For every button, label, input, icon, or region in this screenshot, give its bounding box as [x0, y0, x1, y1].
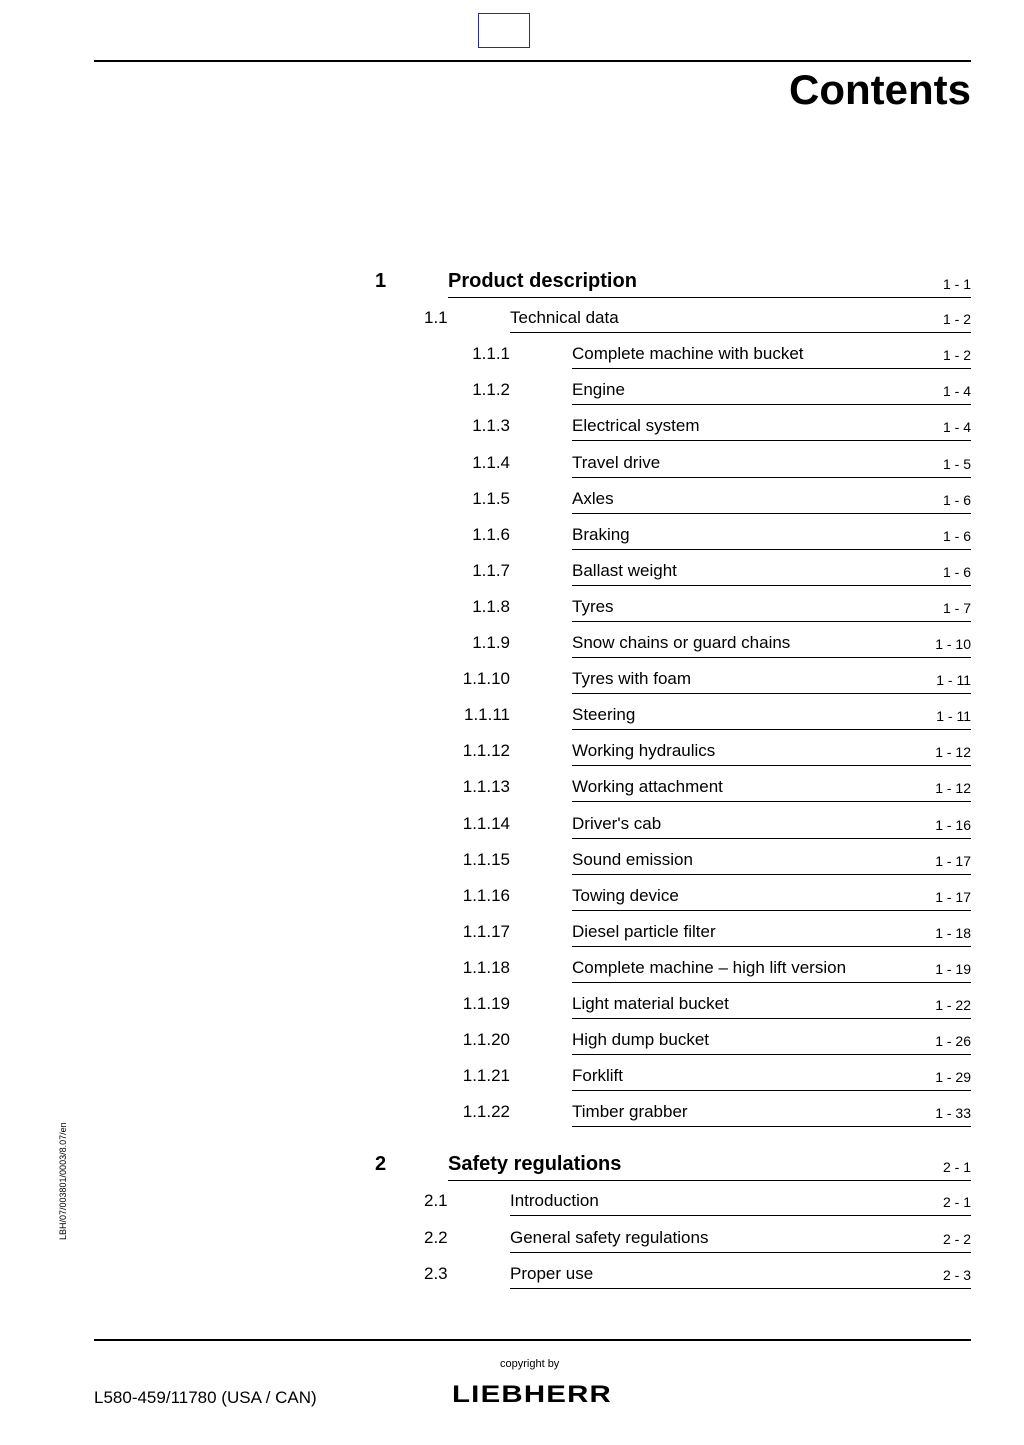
toc-page-number: 2 - 3: [942, 1266, 971, 1283]
toc-number: 2: [375, 1153, 387, 1176]
toc-entry[interactable]: [0, 1260, 1024, 1296]
toc-line: [572, 990, 971, 1019]
header-rule: [94, 60, 971, 62]
toc-title: Towing device: [572, 885, 679, 905]
toc-title: Engine: [572, 380, 625, 400]
toc-line: [572, 954, 971, 983]
toc-line: [572, 737, 971, 766]
side-document-code: LBH/07/003801/0003/8.07/en: [58, 1122, 68, 1240]
toc-number: 1.1.2: [472, 380, 510, 400]
toc-entry[interactable]: [0, 521, 1024, 557]
toc-page-number: 1 - 2: [942, 347, 971, 364]
toc-page-number: 1 - 33: [935, 1105, 971, 1122]
toc-page-number: 2 - 2: [942, 1230, 971, 1247]
toc-page-number: 2 - 1: [942, 1159, 971, 1176]
toc-line: [572, 810, 971, 839]
toc-title: Light material bucket: [572, 994, 729, 1013]
toc-title: Working attachment: [572, 777, 723, 797]
footer-rule: [94, 1339, 971, 1341]
toc-title: High dump bucket: [572, 1030, 710, 1050]
toc-title: Diesel particle filter: [572, 921, 716, 941]
toc-line: [510, 1224, 971, 1253]
toc-page-number: 1 - 10: [935, 636, 971, 652]
toc-number: 1.1.13: [462, 777, 510, 797]
toc-page-number: 1 - 29: [935, 1069, 971, 1086]
toc-entry[interactable]: [0, 304, 1024, 340]
toc-line: [572, 665, 971, 694]
toc-number: 1: [375, 270, 387, 292]
toc-title: Sound emission: [572, 849, 693, 869]
toc-number: 1.1.19: [462, 994, 510, 1013]
toc-number: 1.1: [424, 308, 448, 328]
toc-title: Introduction: [510, 1191, 599, 1211]
toc-title: Snow chains or guard chains: [572, 633, 791, 652]
toc-page-number: 1 - 5: [942, 455, 971, 472]
page-title: Contents: [789, 66, 971, 113]
toc-entry[interactable]: [0, 593, 1024, 629]
toc-number: 2.2: [424, 1227, 448, 1247]
toc-page-number: 1 - 12: [935, 780, 971, 797]
toc-entry[interactable]: [0, 1026, 1024, 1062]
toc-number: 1.1.12: [462, 741, 510, 761]
toc-entry[interactable]: [0, 485, 1024, 521]
toc-entry[interactable]: [0, 810, 1024, 846]
toc-number: 1.1.22: [462, 1102, 510, 1122]
toc-title: Ballast weight: [572, 560, 677, 580]
toc-number: 1.1.10: [462, 669, 510, 689]
toc-page-number: 1 - 11: [936, 708, 971, 725]
toc-page-number: 2 - 1: [942, 1194, 971, 1211]
toc-title: Proper use: [510, 1263, 594, 1283]
toc-entry[interactable]: [0, 846, 1024, 882]
toc-entry[interactable]: [0, 376, 1024, 412]
toc-entry[interactable]: [0, 340, 1024, 376]
toc-title: Tyres with foam: [572, 669, 692, 689]
toc-entry[interactable]: [0, 665, 1024, 701]
toc-entry[interactable]: [0, 701, 1024, 737]
toc-page-number: 1 - 6: [942, 527, 971, 544]
document-id: L580-459/11780 (USA / CAN): [94, 1388, 317, 1407]
toc-entry[interactable]: [0, 737, 1024, 773]
toc-title: Technical data: [510, 308, 619, 328]
toc-page-number: 1 - 17: [935, 888, 971, 905]
toc-line: [572, 412, 971, 441]
toc-number: 1.1.7: [472, 560, 510, 580]
toc-page-number: 1 - 12: [935, 744, 971, 761]
toc-title: Tyres: [572, 596, 614, 616]
toc-title: Electrical system: [572, 416, 700, 436]
toc-chapter[interactable]: [0, 268, 1024, 304]
svg-text:LIEBHERR: LIEBHERR: [452, 1381, 612, 1405]
liebherr-logo: [452, 1381, 614, 1410]
toc-line: [572, 485, 971, 514]
toc-line: [572, 882, 971, 911]
toc-page-number: 1 - 11: [936, 672, 971, 689]
toc-page-number: 1 - 18: [935, 924, 971, 941]
toc-title: General safety regulations: [510, 1227, 709, 1247]
toc-page-number: 1 - 19: [935, 960, 971, 977]
top-marker-box: [478, 13, 530, 48]
toc-entry[interactable]: [0, 1224, 1024, 1260]
toc-title: Complete machine – high lift version: [572, 957, 847, 977]
copyright-text: copyright by: [500, 1358, 560, 1370]
toc-page-number: 1 - 4: [942, 383, 971, 400]
toc-number: 1.1.4: [472, 452, 510, 472]
toc-page-number: 1 - 6: [942, 563, 971, 580]
toc-page-number: 1 - 26: [935, 1033, 971, 1050]
toc-number: 1.1.15: [462, 849, 510, 869]
toc-number: 1.1.5: [472, 488, 510, 508]
toc-number: 1.1.16: [462, 885, 510, 905]
toc-title: Braking: [572, 524, 630, 544]
toc-line: [572, 1062, 971, 1091]
toc-page-number: 1 - 4: [942, 419, 971, 436]
toc-number: 1.1.20: [462, 1030, 510, 1050]
toc-entry[interactable]: [0, 1062, 1024, 1098]
toc-number: 1.1.14: [462, 813, 510, 833]
toc-line: [572, 773, 971, 802]
toc-line: [572, 593, 971, 622]
toc-line: [510, 1187, 971, 1216]
toc-page-number: 1 - 17: [935, 852, 971, 869]
toc-page-number: 1 - 6: [942, 491, 971, 508]
toc-page-number: 1 - 1: [942, 276, 971, 292]
toc-title: Axles: [572, 488, 614, 508]
toc-title: Driver's cab: [572, 813, 662, 833]
toc-entry[interactable]: [0, 1187, 1024, 1223]
toc-entry[interactable]: [0, 557, 1024, 593]
toc-line: [510, 304, 971, 333]
toc-entry[interactable]: [0, 990, 1024, 1026]
toc-line: [572, 629, 971, 658]
toc-entry[interactable]: [0, 918, 1024, 954]
toc-number: 1.1.11: [463, 705, 510, 725]
toc-title: Forklift: [572, 1066, 623, 1086]
toc-entry[interactable]: [0, 773, 1024, 809]
toc-number: 1.1.8: [472, 596, 510, 616]
toc-number: 1.1.17: [462, 921, 510, 941]
toc-line: [572, 449, 971, 478]
toc-line: [572, 521, 971, 550]
toc-line: [572, 701, 971, 730]
toc-line: [572, 557, 971, 586]
toc-entry[interactable]: [0, 629, 1024, 665]
toc-page-number: 1 - 16: [935, 816, 971, 833]
toc-entry[interactable]: [0, 882, 1024, 918]
toc-page-number: 1 - 7: [942, 599, 971, 616]
toc-entry[interactable]: [0, 412, 1024, 448]
toc-number: 2.1: [424, 1191, 448, 1211]
toc-entry[interactable]: [0, 1098, 1024, 1134]
toc-number: 1.1.9: [472, 633, 510, 652]
toc-line: [448, 268, 971, 298]
toc-title: Travel drive: [572, 452, 661, 472]
toc-number: 1.1.1: [472, 344, 510, 364]
toc-entry[interactable]: [0, 954, 1024, 990]
toc-entry[interactable]: [0, 449, 1024, 485]
toc-number: 1.1.21: [462, 1066, 510, 1086]
toc-line: [572, 1098, 971, 1127]
toc-line: [572, 846, 971, 875]
toc-chapter[interactable]: [0, 1151, 1024, 1187]
toc-number: 1.1.6: [472, 524, 510, 544]
toc-title: Safety regulations: [448, 1153, 622, 1176]
toc-line: [448, 1151, 971, 1181]
toc-title: Complete machine with bucket: [572, 344, 804, 364]
toc-line: [510, 1260, 971, 1289]
toc-title: Product description: [448, 270, 637, 292]
toc-page-number: 1 - 22: [935, 997, 971, 1013]
toc-line: [572, 340, 971, 369]
toc-title: Timber grabber: [572, 1102, 688, 1122]
toc-page-number: 1 - 2: [942, 311, 971, 328]
toc-number: 1.1.3: [472, 416, 510, 436]
toc-number: 2.3: [424, 1263, 448, 1283]
toc-number: 1.1.18: [462, 957, 510, 977]
toc-line: [572, 918, 971, 947]
toc-line: [572, 376, 971, 405]
toc-title: Steering: [572, 705, 636, 725]
toc-title: Working hydraulics: [572, 741, 716, 761]
toc-line: [572, 1026, 971, 1055]
